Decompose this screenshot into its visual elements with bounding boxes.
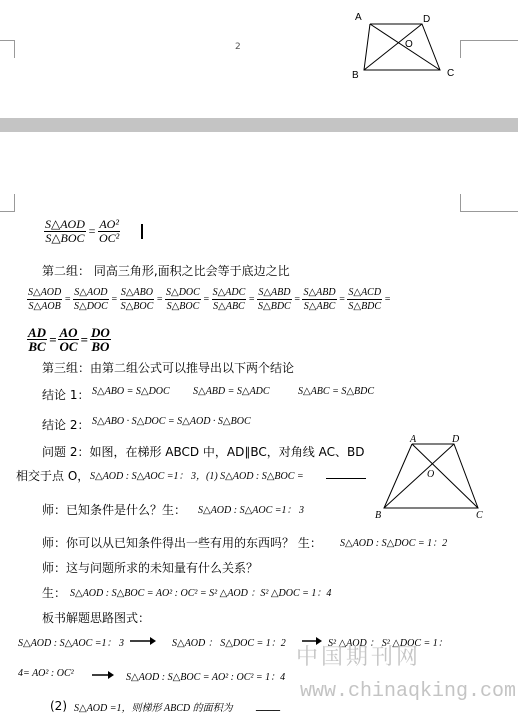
board-step: S△AOD : S△BOC = AO² : OC² = 1：4	[126, 672, 286, 683]
vertex-label: B	[375, 510, 382, 521]
vertex-label: D	[423, 14, 431, 25]
question2-line1: 问题 2：如图，在梯形 ABCD 中，AD∥BC，对角线 AC、BD	[42, 445, 365, 459]
conclusion2-label: 结论 2：	[42, 418, 90, 432]
crop-mark	[14, 40, 15, 58]
vertex-label: O	[405, 39, 413, 50]
crop-mark	[0, 40, 14, 41]
vertex-label: D	[452, 434, 460, 445]
teacher-line-3: 师：这与问题所求的未知量有什么关系？	[42, 561, 259, 575]
fraction: $\frac{\text{S△ADC}}{\text{S△ABC}}$	[212, 287, 246, 312]
teacher-line-1-expr: S△AOD : S△AOC =1： 3	[198, 505, 305, 516]
conclusion1-item: S△ABO = S△DOC	[92, 386, 170, 397]
crop-mark	[460, 194, 461, 212]
crop-mark	[14, 194, 15, 212]
vertex-label: A	[355, 12, 362, 23]
teacher-line-2: 师：你可以从已知条件得出一些有用的东西吗？ 生：	[42, 536, 322, 550]
formula-area-ratio: $\frac{\text{S△AOD}}{\text{S△BOC}}$ = $\frac{\text{AO²}}{\text{OC²}}$	[45, 217, 120, 245]
fraction: $\frac{\text{S△AOD}}{\text{S△DOC}}$	[74, 287, 108, 312]
group2-equation: $\frac{\text{S△AOD}}{\text{S△AOB}}$ = $\frac{\text{S△AOD}}{\text{S△DOC}}$ = $\frac{\text{S△ABO}}{\text{S△BOC}}$ = $\frac{\text{S△DOC}}{\text{S△BOC}}$ = $\frac{\text{S△ADC}}{\text{S△ABC}}$ = $\frac{\text{S△ABD}}{\text{S△BDC}}$ = $\frac{\text{S△ABD}}{\text{S△ABC}}$ = $\frac{\text{S△ACD}}{\text{S△BDC}}$ =	[28, 287, 391, 312]
board-step: S△AOD ： S△DOC = 1：2	[172, 638, 286, 649]
answer-blank[interactable]	[326, 478, 366, 479]
part2-expr: S△AOD =1，则梯形 ABCD 的面积为	[74, 703, 233, 714]
board-step: S² △AOD ： S² △DOC = 1：	[328, 638, 448, 649]
fraction: $\frac{\text{S△AOD}}{\text{S△AOB}}$	[28, 287, 62, 312]
trapezoid-figure	[372, 432, 492, 522]
vertex-label: O	[427, 469, 435, 480]
crop-mark	[0, 211, 14, 212]
question2-line2-prefix: 相交于点 O，	[16, 469, 90, 483]
vertex-label: A	[410, 434, 417, 445]
arrow-right-icon	[130, 636, 156, 646]
fraction: $\frac{\text{S△ABO}}{\text{S△BOC}}$	[120, 287, 154, 312]
part2-blank[interactable]: ____	[256, 697, 280, 711]
crop-mark	[460, 40, 518, 41]
conclusion2-expr: S△ABO · S△DOC = S△AOD · S△BOC	[92, 416, 251, 427]
part2-label: (2)	[50, 699, 67, 713]
fraction: $\frac{\text{S△ACD}}{\text{S△BDC}}$	[348, 287, 382, 312]
group2-title: 第二组： 同高三角形,面积之比会等于底边之比	[42, 264, 290, 278]
teacher-line-2-expr: S△AOD : S△DOC = 1：2	[340, 538, 448, 549]
question2-line2-expr: S△AOD : S△AOC =1： 3，(1) S△AOD : S△BOC =	[90, 471, 304, 482]
vertex-label: C	[476, 510, 483, 521]
crop-mark	[460, 40, 461, 58]
fraction: $\frac{\text{S△ABD}}{\text{S△BDC}}$	[258, 287, 291, 312]
page-separator	[0, 118, 518, 132]
student-expr: S△AOD : S△BOC = AO² : OC² = S² △AOD ：S² △DOC = 1：4	[70, 588, 332, 599]
group3-title: 第三组：由第二组公式可以推导出以下两个结论	[42, 361, 295, 375]
board-step: 4= AO² : OC²	[18, 668, 74, 679]
conclusion1-label: 结论 1：	[42, 388, 90, 402]
board-title: 板书解题思路图式：	[42, 611, 151, 625]
fraction: $\frac{\text{S△ABD}}{\text{S△ABC}}$	[303, 287, 336, 312]
side-ratio-equation: $\frac{AD}{BC}$ = $\frac{AO}{OC}$ = $\frac{DO}{BO}$	[28, 325, 110, 354]
page-number: 2	[235, 42, 241, 52]
watermark-url: www.chinaqking.com	[300, 680, 517, 703]
conclusion1-item: S△ABC = S△BDC	[298, 386, 375, 397]
vertex-label: C	[447, 68, 455, 79]
crop-mark	[460, 211, 518, 212]
arrow-right-icon	[92, 670, 114, 680]
board-step: S△AOD : S△AOC =1： 3	[18, 638, 125, 649]
trapezoid-figure-top	[350, 10, 460, 82]
text-cursor[interactable]	[141, 224, 143, 239]
teacher-line-1: 师：已知条件是什么？生：	[42, 503, 187, 517]
vertex-label: B	[352, 70, 359, 81]
conclusion1-item: S△ABD = S△ADC	[193, 386, 270, 397]
fraction: $\frac{\text{S△DOC}}{\text{S△BOC}}$	[166, 287, 200, 312]
student-label: 生：	[42, 586, 67, 600]
watermark-cn: 中国期刊网	[296, 645, 422, 670]
